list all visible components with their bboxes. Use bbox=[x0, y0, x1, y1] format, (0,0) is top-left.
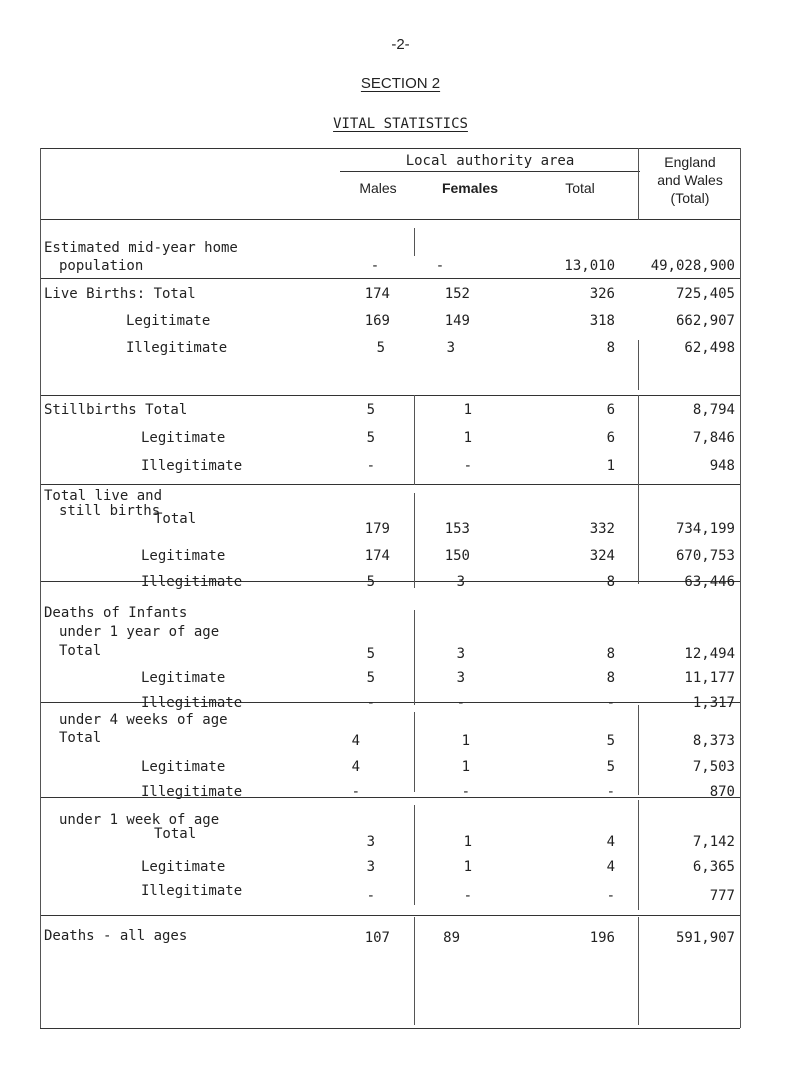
under4-illegit-males: - bbox=[351, 784, 360, 800]
infant-deaths-illegit-label: Illegitimate bbox=[141, 695, 243, 711]
header-england-1: England bbox=[664, 154, 716, 170]
all-deaths-females: 89 bbox=[443, 930, 460, 946]
under1w-total-females: 1 bbox=[463, 834, 472, 850]
stillbirths-legit-females: 1 bbox=[463, 430, 472, 446]
header-local-area: Local authority area bbox=[405, 153, 575, 169]
live-births-illegit-label: Illegitimate bbox=[126, 340, 228, 356]
under4-total-males: 4 bbox=[351, 733, 360, 749]
stillbirths-illegit-england: 948 bbox=[709, 458, 735, 474]
stillbirths-illegit-females: - bbox=[463, 458, 472, 474]
under4-legit-males: 4 bbox=[351, 759, 360, 775]
live-still-label-1: Total live and bbox=[44, 488, 163, 504]
under1w-legit-males: 3 bbox=[366, 859, 375, 875]
under4-legit-total: 5 bbox=[606, 759, 615, 775]
stillbirths-legit-total: 6 bbox=[606, 430, 615, 446]
under4-total-label: Total bbox=[59, 730, 102, 746]
population-females: - bbox=[435, 258, 445, 274]
stillbirths-total-females: 1 bbox=[463, 402, 472, 418]
live-still-illegit-total: 8 bbox=[606, 574, 615, 590]
population-males: - bbox=[370, 258, 380, 274]
stillbirths-illegit-total: 1 bbox=[606, 458, 615, 474]
infant-deaths-illegit-males: - bbox=[366, 695, 375, 711]
infant-deaths-legit-england: 11,177 bbox=[684, 670, 735, 686]
under1w-legit-label: Legitimate bbox=[141, 859, 226, 875]
infant-deaths-illegit-females: - bbox=[456, 695, 465, 711]
infant-deaths-label-2: under 1 year of age bbox=[59, 624, 220, 640]
under4-total-england: 8,373 bbox=[692, 733, 735, 749]
population-label-2: population bbox=[59, 258, 144, 274]
live-still-legit-england: 670,753 bbox=[675, 548, 735, 564]
live-births-legit-total: 318 bbox=[589, 313, 615, 329]
live-still-total-males: 179 bbox=[364, 521, 390, 537]
infant-deaths-illegit-total: - bbox=[606, 695, 615, 711]
live-births-legit-males: 169 bbox=[364, 313, 390, 329]
under4-illegit-england: 870 bbox=[709, 784, 735, 800]
all-deaths-label: Deaths - all ages bbox=[44, 928, 188, 944]
stillbirths-total-england: 8,794 bbox=[692, 402, 735, 418]
header-england-3: (Total) bbox=[670, 190, 710, 206]
stillbirths-total-label: Stillbirths Total bbox=[44, 402, 188, 418]
infant-deaths-legit-males: 5 bbox=[366, 670, 375, 686]
infant-deaths-total-england: 12,494 bbox=[684, 646, 735, 662]
header-males: Males bbox=[359, 180, 397, 196]
under1w-illegit-label: Illegitimate bbox=[141, 883, 243, 899]
stillbirths-legit-england: 7,846 bbox=[692, 430, 735, 446]
under4-illegit-females: - bbox=[461, 784, 470, 800]
under1w-label: under 1 week of age bbox=[59, 812, 220, 828]
live-still-illegit-females: 3 bbox=[456, 574, 465, 590]
all-deaths-england: 591,907 bbox=[675, 930, 735, 946]
live-births-illegit-total: 8 bbox=[606, 340, 615, 356]
stillbirths-legit-males: 5 bbox=[366, 430, 375, 446]
under1w-illegit-males: - bbox=[366, 888, 375, 904]
page-number: -2- bbox=[391, 36, 410, 53]
stillbirths-total-total: 6 bbox=[606, 402, 615, 418]
live-still-legit-males: 174 bbox=[364, 548, 390, 564]
stillbirths-illegit-label: Illegitimate bbox=[141, 458, 243, 474]
header-total: Total bbox=[565, 180, 595, 196]
under1w-total-total: 4 bbox=[606, 834, 615, 850]
under4-legit-england: 7,503 bbox=[692, 759, 735, 775]
under1w-total-males: 3 bbox=[366, 834, 375, 850]
under4-legit-females: 1 bbox=[461, 759, 470, 775]
live-still-legit-total: 324 bbox=[589, 548, 615, 564]
live-still-label-total: Total bbox=[154, 511, 197, 527]
under1w-legit-total: 4 bbox=[606, 859, 615, 875]
live-still-illegit-males: 5 bbox=[366, 574, 375, 590]
infant-deaths-label-1: Deaths of Infants bbox=[44, 605, 188, 621]
subtitle: VITAL STATISTICS bbox=[333, 116, 468, 132]
stillbirths-total-males: 5 bbox=[366, 402, 375, 418]
live-still-total-total: 332 bbox=[589, 521, 615, 537]
infant-deaths-total-females: 3 bbox=[456, 646, 465, 662]
infant-deaths-total-total: 8 bbox=[606, 646, 615, 662]
stillbirths-illegit-males: - bbox=[366, 458, 375, 474]
under1w-illegit-total: - bbox=[606, 888, 615, 904]
all-deaths-males: 107 bbox=[364, 930, 390, 946]
population-label-1: Estimated mid-year home bbox=[44, 240, 238, 256]
all-deaths-total: 196 bbox=[589, 930, 615, 946]
live-births-legit-label: Legitimate bbox=[126, 313, 211, 329]
section-title: SECTION 2 bbox=[360, 75, 441, 92]
live-births-illegit-females: 3 bbox=[446, 340, 455, 356]
live-still-total-females: 153 bbox=[444, 521, 470, 537]
under4-legit-label: Legitimate bbox=[141, 759, 226, 775]
infant-deaths-legit-total: 8 bbox=[606, 670, 615, 686]
live-births-total-total: 326 bbox=[589, 286, 615, 302]
live-still-illegit-label: Illegitimate bbox=[141, 574, 243, 590]
infant-deaths-illegit-england: 1,317 bbox=[692, 695, 735, 711]
live-births-total-females: 152 bbox=[444, 286, 470, 302]
live-still-label-2: still births bbox=[59, 503, 161, 519]
live-still-legit-label: Legitimate bbox=[141, 548, 226, 564]
infant-deaths-legit-females: 3 bbox=[456, 670, 465, 686]
under1w-legit-england: 6,365 bbox=[692, 859, 735, 875]
under4-label: under 4 weeks of age bbox=[59, 712, 228, 728]
infant-deaths-total-label: Total bbox=[59, 643, 102, 659]
population-england: 49,028,900 bbox=[650, 258, 735, 274]
under1w-total-england: 7,142 bbox=[692, 834, 735, 850]
under1w-illegit-females: - bbox=[463, 888, 472, 904]
under4-illegit-label: Illegitimate bbox=[141, 784, 243, 800]
live-births-legit-england: 662,907 bbox=[675, 313, 735, 329]
under4-total-total: 5 bbox=[606, 733, 615, 749]
under1w-legit-females: 1 bbox=[463, 859, 472, 875]
stillbirths-legit-label: Legitimate bbox=[141, 430, 226, 446]
infant-deaths-total-males: 5 bbox=[366, 646, 375, 662]
under4-illegit-total: - bbox=[606, 784, 615, 800]
live-births-legit-females: 149 bbox=[444, 313, 470, 329]
live-births-total-males: 174 bbox=[364, 286, 390, 302]
under1w-illegit-england: 777 bbox=[709, 888, 735, 904]
header-england-2: and Wales bbox=[657, 172, 723, 188]
under1w-total-label: Total bbox=[154, 826, 197, 842]
population-total: 13,010 bbox=[564, 258, 615, 274]
live-still-total-england: 734,199 bbox=[675, 521, 735, 537]
live-births-illegit-england: 62,498 bbox=[684, 340, 735, 356]
live-births-total-england: 725,405 bbox=[675, 286, 735, 302]
live-births-illegit-males: 5 bbox=[376, 340, 385, 356]
live-still-illegit-england: 63,446 bbox=[684, 574, 735, 590]
live-still-legit-females: 150 bbox=[444, 548, 470, 564]
header-females: Females bbox=[441, 180, 499, 196]
live-births-total-label: Live Births: Total bbox=[44, 286, 196, 302]
under4-total-females: 1 bbox=[461, 733, 470, 749]
infant-deaths-legit-label: Legitimate bbox=[141, 670, 226, 686]
